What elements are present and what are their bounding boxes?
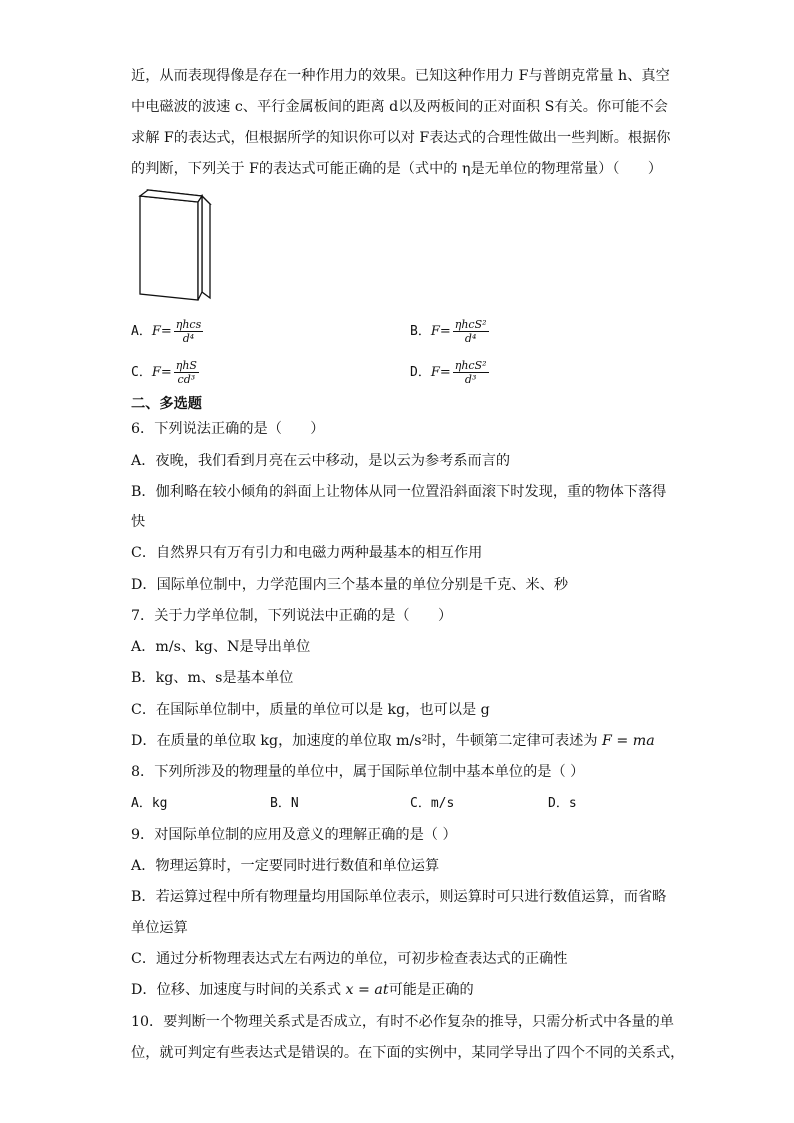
q6-option-a[interactable]: A．夜晚，我们看到月亮在云中移动，是以云为参考系而言的 <box>131 453 511 469</box>
q6-option-b-line-1[interactable]: B．伽利略在较小倾角的斜面上让物体从同一位置沿斜面滚下时发现，重的物体下落得 <box>131 484 667 500</box>
q6-stem: 6．下列说法正确的是（ ） <box>131 421 325 437</box>
q10-text-line-1: 10．要判断一个物理关系式是否成立，有时不必作复杂的推导，只需分析式中各量的单 <box>131 1014 674 1030</box>
q7-option-c[interactable]: C．在国际单位制中，质量的单位可以是 kg，也可以是 g <box>131 702 490 718</box>
parallel-plates-figure <box>134 186 216 304</box>
q9-option-b-line-2: 单位运算 <box>131 920 188 936</box>
q5-text-line-3: 求解 F的表达式，但根据所学的知识你可以对 F表达式的合理性做出一些判断。根据你 <box>131 130 671 146</box>
q9-option-d[interactable]: D．位移、加速度与时间的关系式 x = at可能是正确的 <box>131 982 474 998</box>
q5-option-d[interactable]: D．F= $\frac{\text{ηhcS²}}{\text{d³}}$ <box>410 359 487 386</box>
q6-option-c[interactable]: C．自然界只有万有引力和电磁力两种最基本的相互作用 <box>131 545 483 561</box>
fraction: $\frac{\text{ηhcS²}}{\text{d⁴}}$ <box>454 318 487 345</box>
q6-option-b-line-2: 快 <box>131 514 146 530</box>
displacement-formula: x = at <box>345 982 389 998</box>
newton-second-law-formula: F = ma <box>602 733 655 749</box>
q6-option-d[interactable]: D．国际单位制中，力学范围内三个基本量的单位分别是千克、米、秒 <box>131 577 569 593</box>
q5-text-line-2: 中电磁波的波速 c、平行金属板间的距离 d以及两板间的正对面积 S有关。你可能不会 <box>131 99 668 115</box>
q7-option-a[interactable]: A．m/s、kg、N是导出单位 <box>131 639 311 655</box>
q8-option-a[interactable]: A．kg <box>131 796 168 811</box>
q9-stem: 9．对国际单位制的应用及意义的理解正确的是（ ） <box>131 827 457 843</box>
q7-option-d[interactable]: D．在质量的单位取 kg，加速度的单位取 m/s²时，牛顿第二定律可表述为 F = ma <box>131 733 655 749</box>
fraction: $\frac{\text{ηhS}}{\text{cd³}}$ <box>175 359 197 386</box>
q5-option-a[interactable]: A．F= $\frac{\text{ηhcs}}{\text{d⁴}}$ <box>131 318 202 345</box>
q7-stem: 7．关于力学单位制，下列说法中正确的是（ ） <box>131 608 453 624</box>
q5-text-line-1: 近，从而表现得像是存在一种作用力的效果。已知这种作用力 F与普朗克常量 h、真空 <box>131 68 670 84</box>
q7-option-b[interactable]: B．kg、m、s是基本单位 <box>131 670 294 686</box>
fraction: $\frac{\text{ηhcS²}}{\text{d³}}$ <box>454 359 487 386</box>
q9-option-a[interactable]: A．物理运算时，一定要同时进行数值和单位运算 <box>131 858 440 874</box>
q8-option-d[interactable]: D．s <box>548 796 577 811</box>
q9-option-c[interactable]: C．通过分析物理表达式左右两边的单位，可初步检查表达式的正确性 <box>131 951 568 967</box>
q8-option-b[interactable]: B．N <box>270 796 299 811</box>
q5-option-c[interactable]: C．F= $\frac{\text{ηhS}}{\text{cd³}}$ <box>131 359 197 386</box>
q5-text-line-4: 的判断，下列关于 F的表达式可能正确的是（式中的 η是无单位的物理常量）（ ） <box>131 161 663 177</box>
q9-option-b-line-1[interactable]: B．若运算过程中所有物理量均用国际单位表示，则运算时可只进行数值运算，而省略 <box>131 889 667 905</box>
q5-option-b[interactable]: B．F= $\frac{\text{ηhcS²}}{\text{d⁴}}$ <box>410 318 487 345</box>
section-heading: 二、多选题 <box>131 396 202 412</box>
q8-stem: 8．下列所涉及的物理量的单位中，属于国际单位制中基本单位的是（ ） <box>131 764 585 780</box>
q10-text-line-2: 位，就可判定有些表达式是错误的。在下面的实例中，某同学导出了四个不同的关系式， <box>131 1045 685 1061</box>
fraction: $\frac{\text{ηhcs}}{\text{d⁴}}$ <box>175 318 202 345</box>
q8-option-c[interactable]: C．m/s <box>410 796 455 811</box>
